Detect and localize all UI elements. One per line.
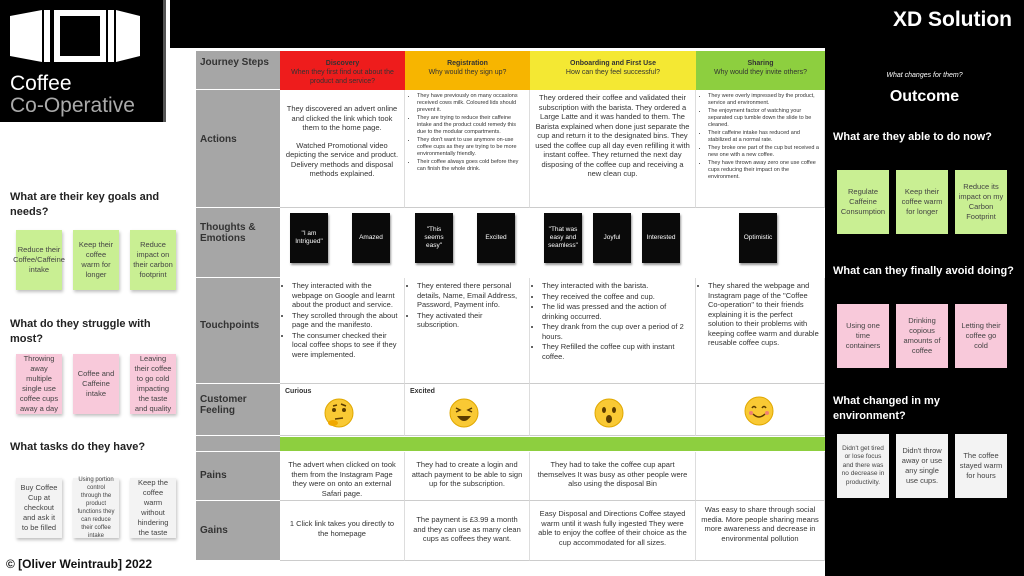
feeling-label: Excited bbox=[410, 388, 435, 395]
avoid-note: Letting their coffee go cold bbox=[955, 304, 1007, 368]
thought-note: "I am Intrigued" bbox=[290, 213, 328, 263]
action-item: • They have thrown away zero one use coffee cups reducing their impact on the environment. bbox=[708, 160, 819, 181]
touchpoint-item: • They shared the webpage and Instagram page of the "Coffee Co-operation" to their friends explaining it is the perfect solution to their problems with keeping coffee warm and durable reusable coffee cups. bbox=[708, 281, 819, 348]
gains-cell: The payment is £3.99 a month and they can use as many clean cups as coffees they want. bbox=[405, 501, 530, 561]
thought-note: Amazed bbox=[352, 213, 390, 263]
feeling-label: Curious bbox=[285, 388, 312, 395]
surprised-face-icon bbox=[594, 398, 624, 428]
stage-name: Discovery bbox=[325, 60, 360, 67]
thought-note: "This seems easy" bbox=[415, 213, 453, 263]
able-question: What are they able to do now? bbox=[833, 131, 992, 143]
touchpoint-item: • The consumer checked their local coffee shops to see if they were implemented. bbox=[292, 331, 399, 360]
stage-question: Why would they sign up? bbox=[428, 69, 507, 76]
task-note: Keep the coffee warm without hindering the taste bbox=[130, 478, 176, 538]
actions-cell-registration bbox=[405, 90, 530, 208]
copyright: © [Oliver Weintraub] 2022 bbox=[6, 557, 152, 571]
struggle-note: Coffee and Caffeine intake bbox=[73, 354, 119, 414]
pains-cell: They had to take the coffee cup apart themselves It was busy as other people were also using the disposal Bin bbox=[530, 452, 696, 501]
action-item: • They broke one part of the cup but received a new one with a new coffee. bbox=[708, 145, 819, 159]
struggle-note: Throwing away multiple single use coffee cups away a day bbox=[16, 354, 62, 414]
feeling-cell-discovery bbox=[280, 384, 405, 436]
stage-name: Sharing bbox=[747, 60, 774, 67]
logo-text-coffee: Coffee bbox=[10, 72, 72, 95]
row-label-divider bbox=[196, 436, 280, 452]
avoid-note: Using one time containers bbox=[837, 304, 889, 368]
row-label-gains: Gains bbox=[196, 501, 280, 561]
stage-header-registration bbox=[405, 51, 530, 90]
actions-cell-discovery bbox=[280, 90, 405, 208]
outcome-subtitle: What changes for them? bbox=[886, 72, 963, 79]
stage-question: When they first find out about the product and service? bbox=[291, 69, 394, 85]
pains-cell bbox=[696, 452, 825, 501]
thought-note: Optimistic bbox=[739, 213, 777, 263]
gains-cell: Was easy to share through social media. More people sharing means more awareness and decrease in environmental pollution bbox=[696, 501, 825, 561]
stage-question: Why would they invite others? bbox=[714, 69, 807, 76]
goal-note: Keep their coffee warm for longer bbox=[73, 230, 119, 290]
stage-name: Registration bbox=[447, 60, 488, 67]
smiling-face-icon bbox=[744, 396, 774, 426]
touchpoint-item: • They received the coffee and cup. bbox=[542, 292, 690, 302]
row-label-pains: Pains bbox=[196, 452, 280, 501]
actions-cell-onboarding: They ordered their coffee and validated their subscription with the barista. They ordered a Large Latte and it was handed to them. The Barista explained when done just separate the cup and return it to the designated bins. They used the coffee cup all day even refilling it with instant coffee. They returned the next day disposing of the coffee cup and receiving a new clean cup. bbox=[530, 90, 696, 208]
goal-note: Reduce their Coffee/Caffeine intake bbox=[16, 230, 62, 290]
touchpoint-item: • They scrolled through the about page and the manifesto. bbox=[292, 311, 399, 330]
avoid-note: Drinking copious amounts of coffee bbox=[896, 304, 948, 368]
logo bbox=[0, 0, 166, 122]
tasks-question: What tasks do they have? bbox=[10, 441, 146, 453]
touchpoint-item: • They Refilled the coffee cup with instant coffee. bbox=[542, 342, 690, 361]
row-label-thoughts: Thoughts & Emotions bbox=[196, 208, 280, 278]
feeling-cell-sharing bbox=[696, 384, 825, 436]
thought-note: Interested bbox=[642, 213, 680, 263]
able-note: Regulate Caffeine Consumption bbox=[837, 170, 889, 234]
action-item: • They don't want to use anymore on-use coffee cups as they are trying to be more environmentally friendly. bbox=[417, 137, 524, 158]
action-item: • They are trying to reduce their caffeine intake and the product could remedy this due to the modular compartments. bbox=[417, 115, 524, 136]
feeling-cell-onboarding bbox=[530, 384, 696, 436]
stage-name: Onboarding and First Use bbox=[570, 60, 656, 67]
left-panel bbox=[0, 0, 173, 576]
task-note: Buy Coffee Cup at checkout and ask it to be filled bbox=[16, 478, 62, 538]
goals-question: What are their key goals and needs? bbox=[10, 191, 160, 218]
pains-cell: They had to create a login and attach payment to be able to sign up for the subscription. bbox=[405, 452, 530, 501]
touchpoint-item: • They entered there personal details, Name, Email Address, Password, Payment info. bbox=[417, 281, 524, 310]
touchpoints-cell-sharing bbox=[696, 278, 825, 384]
thought-note: "That was easy and seamless" bbox=[544, 213, 582, 263]
feeling-cell-registration bbox=[405, 384, 530, 436]
stage-header-sharing bbox=[696, 51, 825, 90]
pains-cell: The advert when clicked on took them from the Instagram Page they were on onto an external Safari page. bbox=[280, 452, 405, 501]
environment-note: Didn't get tired or lose focus and there was no decrease in productivity. bbox=[837, 434, 889, 498]
action-item: • The enjoyment factor of watching your separated cup tumble down the slide to be cleaned. bbox=[708, 108, 819, 129]
action-item: • They were overly impressed by the product, service and environment. bbox=[708, 93, 819, 107]
environment-note: The coffee stayed warm for hours bbox=[955, 434, 1007, 498]
touchpoint-item: • They interacted with the barista. bbox=[542, 281, 690, 291]
action-item: • They have previously on many occasions received cows milk. Coloured lids should prevent it. bbox=[417, 93, 524, 114]
able-note: Keep their coffee warm for longer bbox=[896, 170, 948, 234]
gains-cell: Easy Disposal and Directions Coffee stayed warm until it wash fully ingested They were able to enjoy the coffee of their choice as the cup accommodated for all sizes. bbox=[530, 501, 696, 561]
goal-note: Reduce impact on their carbon footprint bbox=[130, 230, 176, 290]
stage-header-discovery bbox=[280, 51, 405, 90]
row-label-touchpoints: Touchpoints bbox=[196, 278, 280, 384]
touchpoints-cell-discovery bbox=[280, 278, 405, 384]
divider-bar bbox=[280, 437, 825, 451]
stage-header-onboarding bbox=[530, 51, 696, 90]
action-text: They discovered an advert online and clicked the link which took them to the home page. bbox=[286, 104, 398, 132]
touchpoint-item: • They drank from the cup over a period of 2 hours. bbox=[542, 322, 690, 341]
struggle-question: What do they struggle with most? bbox=[10, 318, 151, 345]
struggle-note: Leaving their coffee to go cold impacting the taste and quality bbox=[130, 354, 176, 414]
thought-note: Joyful bbox=[593, 213, 631, 263]
gains-cell: 1 Click link takes you directly to the homepage bbox=[280, 501, 405, 561]
touchpoint-item: • They activated their subscription. bbox=[417, 311, 524, 330]
thinking-face-icon bbox=[324, 398, 354, 428]
task-note: Using portion control through the product functions they can reduce their coffee intake bbox=[73, 478, 119, 538]
outcome-title: Outcome bbox=[889, 88, 960, 105]
action-item: • Their caffeine intake has reduced and stabilized at a normal rate. bbox=[708, 130, 819, 144]
page-title: XD Solution bbox=[893, 8, 1012, 31]
avoid-question: What can they finally avoid doing? bbox=[833, 265, 1014, 277]
row-label-feeling: Customer Feeling bbox=[196, 384, 280, 436]
stage-question: How can they feel successful? bbox=[565, 69, 661, 76]
touchpoint-item: • They interacted with the webpage on Google and learnt about the product and service. bbox=[292, 281, 399, 310]
environment-question: What changed in my environment? bbox=[833, 395, 940, 422]
actions-cell-sharing bbox=[696, 90, 825, 208]
thought-note: Excited bbox=[477, 213, 515, 263]
logo-text-cooperative: Co-Operative bbox=[10, 94, 135, 117]
action-item: • Their coffee always goes cold before they can finish the whole drink. bbox=[417, 159, 524, 173]
able-note: Reduce its impact on my Carbon Footprint bbox=[955, 170, 1007, 234]
outcome-panel bbox=[825, 48, 1024, 576]
row-label-journey: Journey Steps bbox=[196, 51, 280, 90]
touchpoints-cell-onboarding bbox=[530, 278, 696, 384]
coffee-cup-logo-icon bbox=[6, 6, 156, 66]
row-label-actions: Actions bbox=[196, 90, 280, 208]
touchpoints-cell-registration bbox=[405, 278, 530, 384]
environment-note: Didn't throw away or use any single use cups. bbox=[896, 434, 948, 498]
touchpoint-item: • The lid was pressed and the action of drinking occurred. bbox=[542, 302, 690, 321]
laughing-face-icon bbox=[449, 398, 479, 428]
action-text: Watched Promotional video depicting the service and product. Delivery methods and disposal methods explained. bbox=[285, 140, 399, 178]
